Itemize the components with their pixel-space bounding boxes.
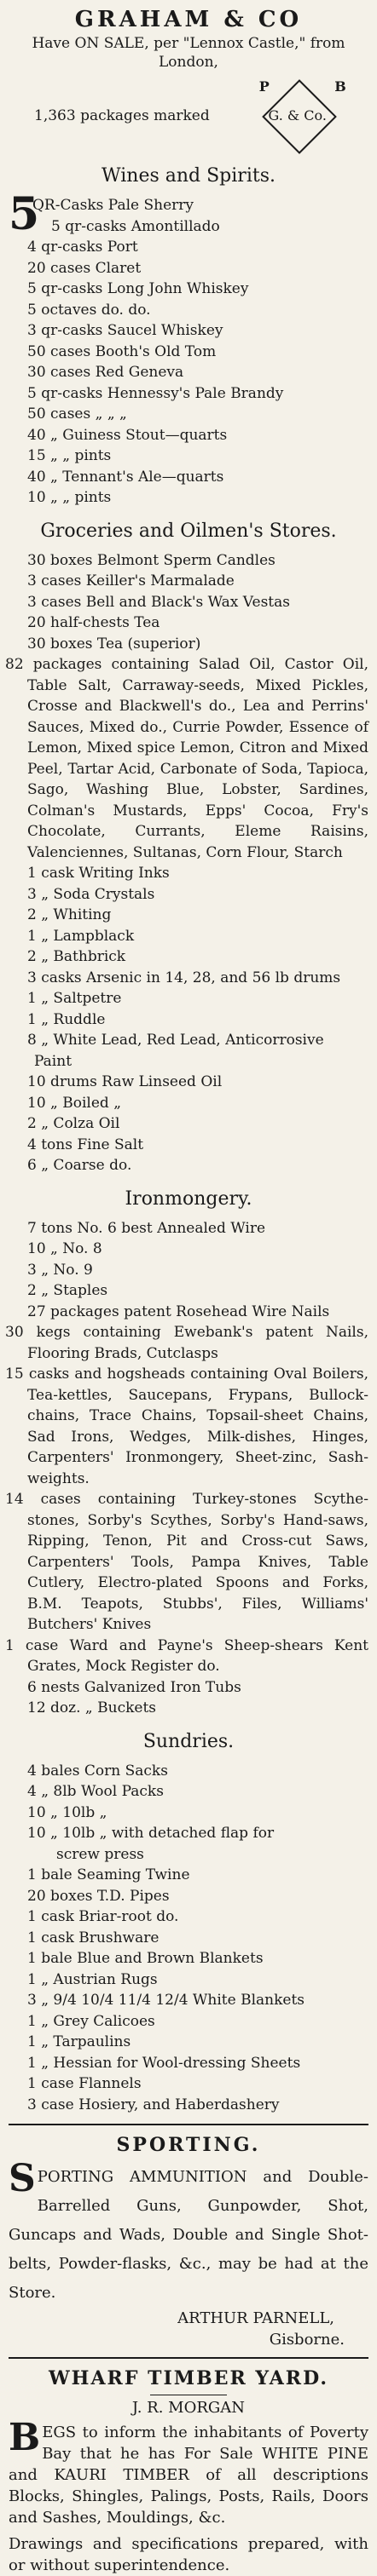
list-item: 3 „ Soda Crystals bbox=[27, 885, 155, 903]
list-item: 10 „ Boiled „ bbox=[27, 1094, 122, 1112]
list-item: 1 „ Austrian Rugs bbox=[27, 1970, 158, 1988]
ironmongery-kegs: 30 kegs containing Ewebank's patent Nails, Flooring Brads, Cutclasps bbox=[5, 1324, 368, 1362]
list-item: 20 half-chests Tea bbox=[27, 614, 160, 631]
list-item: 7 tons No. 6 best Annealed Wire bbox=[27, 1219, 266, 1237]
list-item: 3 cases Keiller's Marmalade bbox=[27, 572, 235, 589]
list-item: 1 cask Brushware bbox=[27, 1929, 160, 1946]
wharf-text-block bbox=[9, 2416, 368, 2528]
proprietor-name: J. R. MORGAN bbox=[131, 2399, 246, 2417]
list-item: 1 „ Saltpetre bbox=[27, 990, 122, 1007]
list-item: 1 „ Tarpaulins bbox=[27, 2033, 131, 2050]
list-item: 6 nests Galvanized Iron Tubs bbox=[27, 1678, 241, 1696]
wharf-text: EGS to inform the inhabitants of Poverty Bay that he has For Sale WHITE PINE and KAURI TIMBER of all descriptions Blocks, Shingles, Palings, Posts, Rails, Doors and Sashes, Mouldings, &c. bbox=[9, 2424, 368, 2527]
ironmongery-15-casks: 15 casks and hogsheads containing Oval Boilers, Tea-kettles, Saucepans, Frypans, Bullock-chains, Trace Chains, Topsail-sheet Chains, Sad Irons, Wedges, Milk-dishes, Hinges, Carpenters' Ironmongery, Sheet-zinc, Sash-weights. bbox=[5, 1366, 368, 1487]
sporting-text: PORTING AMMUNITION and Double-Barrelled Guns, Gunpowder, Shot, Guncaps and Wads, Double and Single Shot-belts, Powder-flasks, &c., may be had at the Store. bbox=[9, 2168, 368, 2302]
list-item: 30 boxes Belmont Sperm Candles bbox=[27, 551, 276, 569]
ironmongery-list bbox=[9, 1218, 368, 1323]
ironmongery-1-case: 1 case Ward and Payne's Sheep-shears Kent Grates, Mock Register do. bbox=[5, 1636, 368, 1675]
list-item: QR-Casks Pale Sherry bbox=[32, 197, 194, 214]
list-item: 4 qr-casks Port bbox=[27, 239, 138, 256]
mark-letter-b: B bbox=[334, 78, 346, 95]
list-item: 5 qr-casks Long John Whiskey bbox=[27, 280, 249, 297]
sundries-list bbox=[9, 1761, 368, 2116]
section-divider bbox=[9, 2357, 368, 2359]
list-item: 12 doz. „ Buckets bbox=[27, 1699, 157, 1716]
list-item: 4 bales Corn Sacks bbox=[27, 1762, 168, 1780]
list-item: 3 casks Arsenic in 14, 28, and 56 lb drums bbox=[27, 969, 341, 986]
list-item: Paint bbox=[34, 1052, 72, 1070]
ironmongery-list-2 bbox=[9, 1677, 368, 1719]
packages-text: 1,363 packages marked bbox=[34, 107, 210, 124]
sundries-heading: Sundries. bbox=[142, 1730, 235, 1752]
graham-advertisement bbox=[5, 7, 368, 2115]
list-item: 3 „ 9/4 10/4 11/4 12/4 White Blankets bbox=[27, 1992, 305, 2009]
signature-name: ARTHUR PARNELL, bbox=[177, 2309, 334, 2327]
list-item: screw press bbox=[56, 1845, 144, 1863]
list-item: 30 cases Red Geneva bbox=[27, 364, 184, 381]
list-item: 50 cases Booth's Old Tom bbox=[27, 342, 217, 360]
list-item: 27 packages patent Rosehead Wire Nails bbox=[27, 1302, 330, 1320]
list-item: 10 „ 10lb „ bbox=[27, 1803, 107, 1821]
sporting-title: SPORTING. bbox=[116, 2134, 261, 2156]
wharf-advertisement bbox=[9, 2367, 368, 2576]
wines-heading: Wines and Spirits. bbox=[102, 165, 276, 187]
packages-mark-row bbox=[34, 78, 368, 153]
list-item: 15 „ „ pints bbox=[27, 447, 112, 464]
list-item: 1 „ Ruddle bbox=[27, 1010, 106, 1028]
mark-center-text: G. & Co. bbox=[268, 107, 327, 124]
list-item: 6 „ Coarse do. bbox=[27, 1157, 132, 1174]
list-item: 4 „ 8lb Wool Packs bbox=[27, 1783, 164, 1800]
list-item: 2 „ Staples bbox=[27, 1282, 108, 1299]
wines-list bbox=[9, 188, 368, 509]
list-item: 5 octaves do. do. bbox=[27, 301, 151, 319]
on-sale-line: Have ON SALE, per "Lennox Castle," from bbox=[32, 35, 345, 52]
list-item: 1 case Flannels bbox=[27, 2075, 142, 2092]
list-item: 20 boxes T.D. Pipes bbox=[27, 1887, 170, 1905]
groceries-82-packages: 82 packages containing Salad Oil, Castor Oil, Table Salt, Carraway-seeds, Mixed Pickles, Crosse and Blackwell's do., Lea and Perrins' Sauces, Mixed do., Currie Powder, Essence of Lemon, Mixed spice Lemon, Citron and Mixed Peel, Tartar Acid, Carbonate of Soda, Tapioca, Sago, Washing Blue, Lobster, Sardines, Colman's Mustards, Epps' Cocoa, Fry's Chocolate, Currants, Eleme Raisins, Valenciennes, Sultanas, Corn Flour, Starch bbox=[5, 656, 368, 861]
list-item: 3 cases Bell and Black's Wax Vestas bbox=[27, 593, 290, 611]
list-item: 3 „ No. 9 bbox=[27, 1261, 93, 1279]
sporting-advertisement bbox=[9, 2134, 368, 2349]
list-item: 1 cask Writing Inks bbox=[27, 865, 170, 882]
big-numeral: 5 bbox=[9, 188, 40, 240]
list-item: 10 „ No. 8 bbox=[27, 1240, 102, 1257]
groceries-heading: Groceries and Oilmen's Stores. bbox=[40, 520, 337, 542]
wharf-footer: Drawings and specifications prepared, with or without superintendence. bbox=[9, 2535, 368, 2574]
list-item: 4 tons Fine Salt bbox=[27, 1136, 144, 1153]
list-item: 10 „ 10lb „ with detached flap for bbox=[27, 1825, 275, 1842]
ironmongery-heading: Ironmongery. bbox=[125, 1187, 252, 1210]
mark-letter-p: P bbox=[258, 78, 270, 95]
list-item: 3 qr-casks Saucel Whiskey bbox=[27, 322, 223, 339]
drop-cap-s: S bbox=[9, 2157, 36, 2200]
section-divider bbox=[9, 2124, 368, 2125]
list-item: 40 „ Guiness Stout—quarts bbox=[27, 426, 228, 444]
list-item: 5 qr-casks Hennessy's Pale Brandy bbox=[27, 384, 284, 402]
list-item: 5 qr-casks Amontillado bbox=[51, 217, 220, 235]
list-item: 10 drums Raw Linseed Oil bbox=[27, 1073, 223, 1090]
list-item: 8 „ White Lead, Red Lead, Anticorrosive bbox=[27, 1032, 324, 1049]
list-item: 1 „ Grey Calicoes bbox=[27, 2012, 155, 2030]
list-item: 40 „ Tennant's Ale—quarts bbox=[27, 468, 224, 486]
shipping-mark bbox=[251, 78, 346, 153]
list-item: 1 bale Seaming Twine bbox=[27, 1866, 190, 1883]
groceries-list-2 bbox=[9, 863, 368, 1176]
list-item: 30 boxes Tea (superior) bbox=[27, 635, 201, 653]
drop-cap-b: B bbox=[9, 2416, 41, 2459]
list-item: 2 „ Colza Oil bbox=[27, 1115, 120, 1132]
signature-place: Gisborne. bbox=[269, 2331, 345, 2349]
list-item: 20 cases Claret bbox=[27, 259, 142, 277]
list-item: 1 bale Blue and Brown Blankets bbox=[27, 1950, 264, 1967]
advertiser-title: GRAHAM & CO bbox=[74, 7, 303, 32]
wharf-title: WHARF TIMBER YARD. bbox=[48, 2367, 329, 2389]
sporting-text-block bbox=[9, 2157, 368, 2308]
list-item: 2 „ Whiting bbox=[27, 906, 112, 923]
ironmongery-14-cases: 14 cases containing Turkey-stones Scythe-stones, Sorby's Scythes, Sorby's Hand-saws, Ripping, Tenon, Pit and Cross-cut Saws, Carpenters' Tools, Pampa Knives, Table Cutlery, Electro-plated Spoons and Forks, B.M. Teapots, Stubbs', Files, Williams' Butchers' Knives bbox=[5, 1491, 368, 1633]
list-item: 1 „ Hessian for Wool-dressing Sheets bbox=[27, 2054, 301, 2072]
list-item: 1 „ Lampblack bbox=[27, 927, 135, 945]
on-sale-line-2: London, bbox=[159, 54, 218, 71]
list-item: 3 case Hosiery, and Haberdashery bbox=[27, 2096, 280, 2113]
list-item: 10 „ „ pints bbox=[27, 489, 112, 506]
groceries-list bbox=[9, 550, 368, 655]
list-item: 2 „ Bathbrick bbox=[27, 948, 126, 965]
list-item: 1 cask Briar-root do. bbox=[27, 1908, 179, 1925]
list-item: 50 cases „ „ „ bbox=[27, 405, 127, 423]
